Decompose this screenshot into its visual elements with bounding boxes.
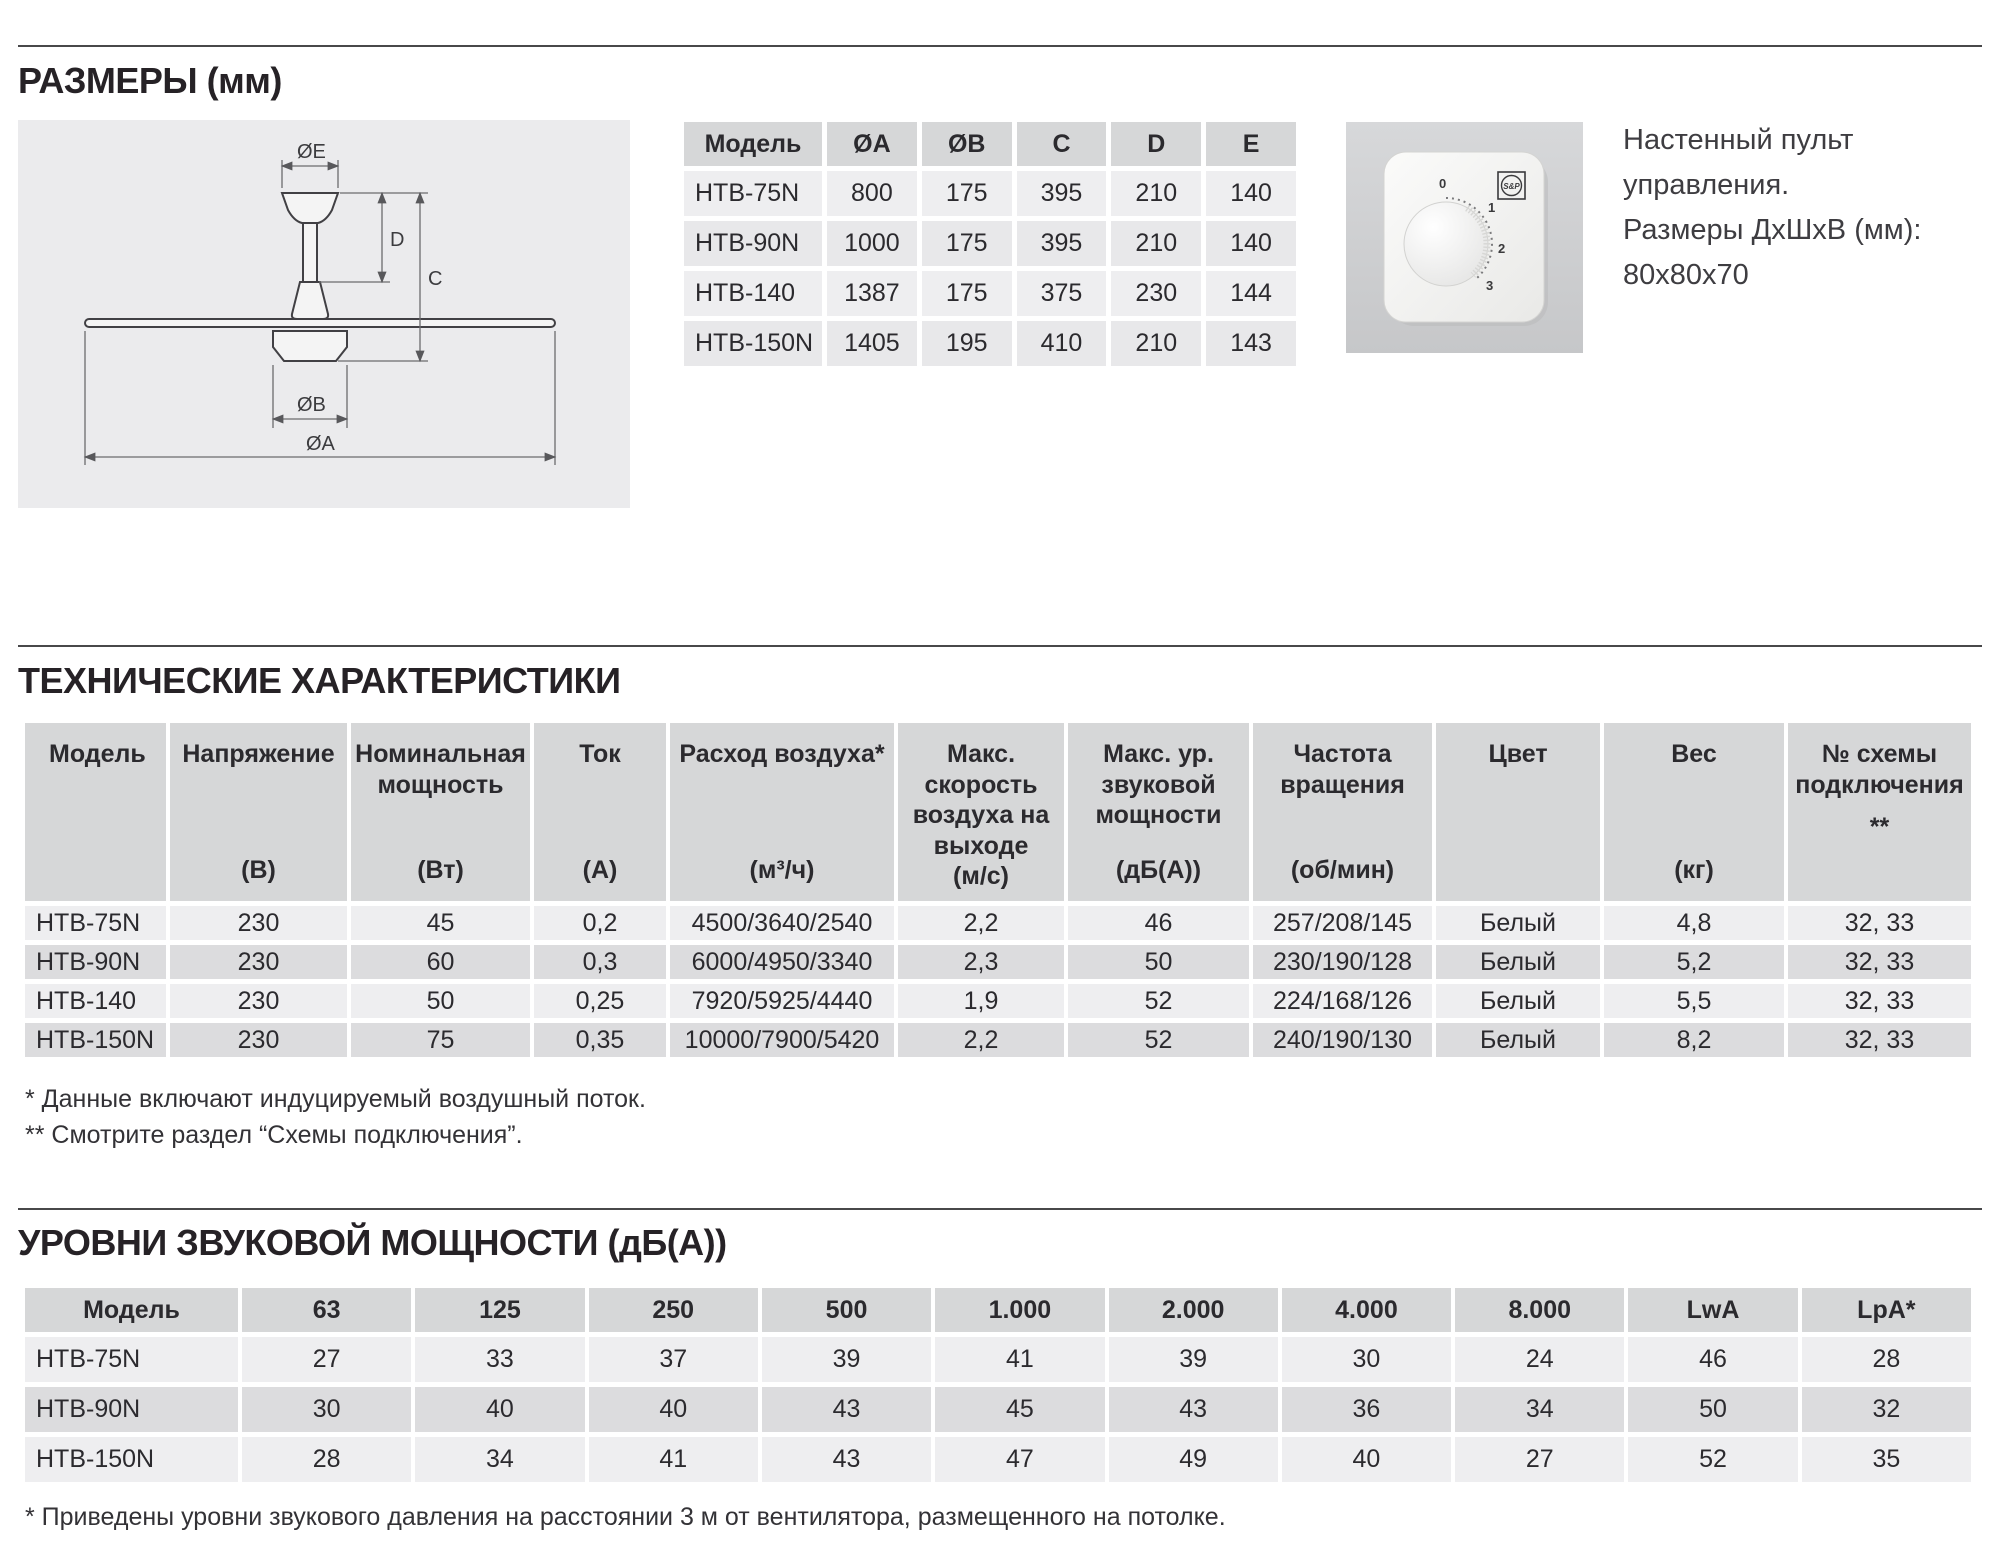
section-divider [18,1208,1982,1210]
table-cell: 50 [1068,945,1249,979]
table-cell: 5,2 [1604,945,1784,979]
table-cell: 43 [762,1387,931,1432]
table-cell: 28 [1802,1337,1971,1382]
column-header: Напряжение (В) [170,723,347,901]
knob-label-1: 1 [1488,200,1496,215]
table-cell: 32, 33 [1788,1023,1971,1057]
table-cell: HTB-75N [25,906,166,940]
table-cell: 45 [935,1387,1104,1432]
svg-text:S&P: S&P [1503,182,1520,191]
table-cell: Белый [1436,906,1600,940]
table-cell: 32, 33 [1788,906,1971,940]
table-cell: 1405 [827,321,917,366]
control-description-line: 80x80x70 [1623,259,1749,291]
table-cell: 33 [415,1337,584,1382]
table-cell: 4,8 [1604,906,1784,940]
table-cell: 41 [935,1337,1104,1382]
column-header: Расход воздуха* (м³/ч) [670,723,894,901]
column-header: ØB [922,122,1012,166]
table-cell: HTB-150N [25,1023,166,1057]
table-cell: 7920/5925/4440 [670,984,894,1018]
column-header: Макс. ур. звуковой мощности (дБ(А)) [1068,723,1249,901]
table-cell: HTB-140 [25,984,166,1018]
table-cell: 1000 [827,221,917,266]
table-cell: 230 [170,1023,347,1057]
sound-power-table [25,1288,1971,1482]
table-cell: 2,2 [898,906,1064,940]
tech-footnote-2: ** Смотрите раздел “Схемы подключения”. [25,1121,523,1149]
sound-footnote: * Приведены уровни звукового давления на расстоянии 3 м от вентилятора, размещенного на потолке. [25,1503,1226,1531]
table-cell: 52 [1068,984,1249,1018]
table-cell: 50 [351,984,530,1018]
table-cell: 1387 [827,271,917,316]
ceiling-fan-drawing [18,120,630,508]
table-cell: HTB-75N [684,171,822,216]
table-cell: 41 [589,1437,758,1482]
column-header: 63 [242,1288,411,1332]
table-cell: 50 [1628,1387,1797,1432]
table-cell: 140 [1206,171,1296,216]
table-cell: 0,25 [534,984,666,1018]
knob-label-0: 0 [1439,176,1447,191]
column-header: № схемы подключения ** [1788,723,1971,901]
dimensions-table [684,122,1296,366]
table-cell: HTB-90N [25,945,166,979]
table-cell: 210 [1111,171,1201,216]
table-cell: 32, 33 [1788,984,1971,1018]
control-description-line: Размеры ДхШхВ (мм): [1623,214,1922,246]
section-title-sound: УРОВНИ ЗВУКОВОЙ МОЩНОСТИ (дБ(А)) [18,1222,727,1263]
table-cell: 210 [1111,221,1201,266]
table-cell: 230 [170,906,347,940]
table-cell: 240/190/130 [1253,1023,1432,1057]
column-header: C [1017,122,1107,166]
table-cell: 40 [415,1387,584,1432]
table-cell: 395 [1017,171,1107,216]
table-cell: 45 [351,906,530,940]
column-header: Частота вращения (об/мин) [1253,723,1432,901]
column-header: Модель [684,122,822,166]
table-cell: 36 [1282,1387,1451,1432]
table-cell: 43 [762,1437,931,1482]
table-cell: 37 [589,1337,758,1382]
column-header: LpA* [1802,1288,1971,1332]
table-cell: HTB-90N [25,1387,238,1432]
table-cell: 52 [1628,1437,1797,1482]
table-cell: 230/190/128 [1253,945,1432,979]
table-cell: 27 [242,1337,411,1382]
table-cell: 0,35 [534,1023,666,1057]
table-cell: 175 [922,221,1012,266]
table-cell: 144 [1206,271,1296,316]
table-cell: 39 [762,1337,931,1382]
table-cell: 43 [1109,1387,1278,1432]
table-cell: 47 [935,1437,1104,1482]
table-cell: Белый [1436,984,1600,1018]
technical-characteristics-table [25,723,1971,1057]
table-cell: 30 [1282,1337,1451,1382]
table-cell: 10000/7900/5420 [670,1023,894,1057]
column-header: ØA [827,122,917,166]
table-cell: 375 [1017,271,1107,316]
table-cell: 28 [242,1437,411,1482]
column-header: 8.000 [1455,1288,1624,1332]
table-cell: 224/168/126 [1253,984,1432,1018]
table-cell: 39 [1109,1337,1278,1382]
column-header: 250 [589,1288,758,1332]
column-header: 4.000 [1282,1288,1451,1332]
wall-control-image [1346,122,1583,353]
section-title-dimensions: РАЗМЕРЫ (мм) [18,60,282,101]
table-cell: 230 [1111,271,1201,316]
table-cell: 4500/3640/2540 [670,906,894,940]
table-cell: 52 [1068,1023,1249,1057]
column-header: E [1206,122,1296,166]
column-header: Цвет [1436,723,1600,901]
table-cell: HTB-75N [25,1337,238,1382]
table-cell: 24 [1455,1337,1624,1382]
section-divider [18,45,1982,47]
table-cell: 410 [1017,321,1107,366]
table-cell: 143 [1206,321,1296,366]
table-cell: 34 [415,1437,584,1482]
table-cell: 5,5 [1604,984,1784,1018]
column-header: D [1111,122,1201,166]
column-header: Номинальная мощность (Вт) [351,723,530,901]
table-cell: 2,3 [898,945,1064,979]
table-cell: 800 [827,171,917,216]
column-header: Ток (А) [534,723,666,901]
table-cell: 34 [1455,1387,1624,1432]
table-cell: 230 [170,945,347,979]
table-cell: HTB-90N [684,221,822,266]
section-title-tech: ТЕХНИЧЕСКИЕ ХАРАКТЕРИСТИКИ [18,660,621,701]
dimension-label-ob: ØB [297,394,326,416]
table-cell: 32, 33 [1788,945,1971,979]
column-header: 500 [762,1288,931,1332]
dimension-label-c: C [428,268,443,290]
fan-dimensions-diagram [18,120,630,508]
section-divider [18,645,1982,647]
column-header: LwA [1628,1288,1797,1332]
table-cell: HTB-150N [684,321,822,366]
table-cell: 257/208/145 [1253,906,1432,940]
column-header: Модель [25,723,166,901]
table-cell: 175 [922,171,1012,216]
table-cell: 60 [351,945,530,979]
table-cell: HTB-150N [25,1437,238,1482]
column-header: 1.000 [935,1288,1104,1332]
knob-label-2: 2 [1498,241,1506,256]
table-cell: 27 [1455,1437,1624,1482]
column-header: Макс. скорость воздуха на выходе (м/с) [898,723,1064,901]
dimension-label-d: D [390,229,405,251]
dimension-label-oe: ØE [297,141,326,163]
table-cell: 6000/4950/3340 [670,945,894,979]
table-cell: 46 [1628,1337,1797,1382]
table-cell: Белый [1436,945,1600,979]
table-cell: 2,2 [898,1023,1064,1057]
table-cell: 1,9 [898,984,1064,1018]
tech-footnote-1: * Данные включают индуцируемый воздушный поток. [25,1085,646,1113]
table-cell: 46 [1068,906,1249,940]
table-cell: 49 [1109,1437,1278,1482]
table-cell: 0,2 [534,906,666,940]
column-header: 2.000 [1109,1288,1278,1332]
table-cell: 75 [351,1023,530,1057]
dimension-label-oa: ØA [306,433,335,455]
table-cell: Белый [1436,1023,1600,1057]
column-header: Вес (кг) [1604,723,1784,901]
control-description-line: Настенный пульт [1623,124,1854,156]
table-cell: 230 [170,984,347,1018]
table-cell: 395 [1017,221,1107,266]
table-cell: 30 [242,1387,411,1432]
table-cell: 195 [922,321,1012,366]
column-header: 125 [415,1288,584,1332]
table-cell: 0,3 [534,945,666,979]
table-cell: 175 [922,271,1012,316]
table-cell: 8,2 [1604,1023,1784,1057]
column-header: Модель [25,1288,238,1332]
control-description-line: управления. [1623,169,1790,201]
knob-label-3: 3 [1486,278,1494,293]
table-cell: 35 [1802,1437,1971,1482]
table-cell: HTB-140 [684,271,822,316]
control-description [1623,118,1993,298]
table-cell: 32 [1802,1387,1971,1432]
table-cell: 40 [1282,1437,1451,1482]
table-cell: 40 [589,1387,758,1432]
table-cell: 140 [1206,221,1296,266]
table-cell: 210 [1111,321,1201,366]
